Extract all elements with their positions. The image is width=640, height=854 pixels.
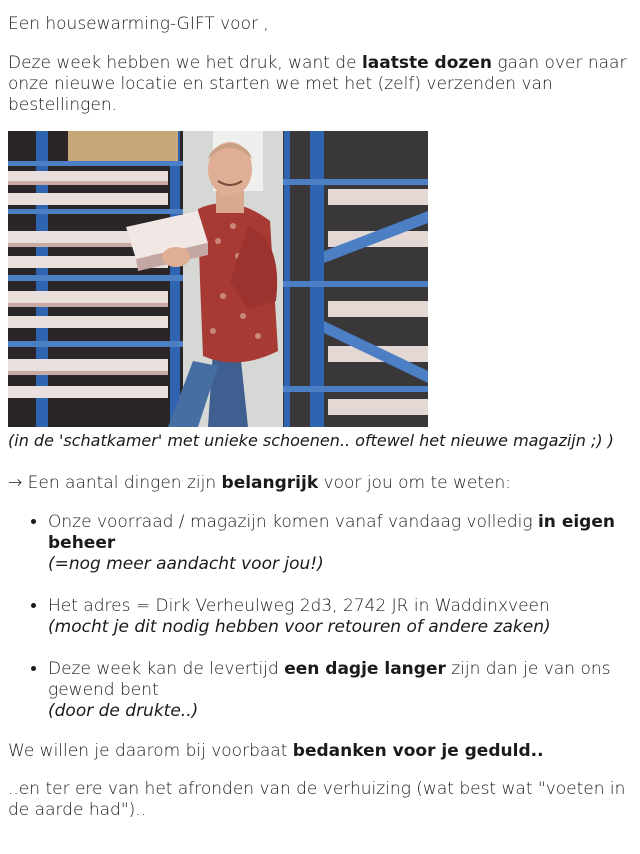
point-bold: een dagje langer xyxy=(284,659,446,679)
lead-text: → Een aantal dingen zijn xyxy=(8,473,222,493)
thanks-text: We willen je daarom bij voorbaat xyxy=(8,741,293,761)
intro-bold: laatste dozen xyxy=(361,53,492,73)
thanks-paragraph xyxy=(8,741,632,762)
intro-paragraph xyxy=(8,53,632,116)
closing-paragraph: ..en ter ere van het afronden van de verhuizing (wat best wat "voeten in de aarde had").. xyxy=(8,779,626,820)
lead-bold: belangrijk xyxy=(221,473,319,493)
thanks-bold: bedanken voor je geduld.. xyxy=(292,741,544,761)
point-note: (=nog meer aandacht voor jou!) xyxy=(48,554,324,574)
warehouse-photo xyxy=(8,131,428,427)
intro-text: Deze week hebben we het druk, want de xyxy=(8,53,362,73)
important-intro xyxy=(8,473,632,494)
point-note: (door de drukte..) xyxy=(48,701,199,721)
point-note: (mocht je dit nodig hebben voor retouren of andere zaken) xyxy=(48,617,551,637)
point-bold: in eigen beheer xyxy=(48,512,615,553)
list-item xyxy=(48,659,632,722)
point-text: Het adres = Dirk Verheulweg 2d3, 2742 JR in Waddinxveen xyxy=(48,596,550,616)
point-text: Onze voorraad / magazijn komen vanaf vandaag volledig xyxy=(48,512,538,532)
point-text: Deze week kan de levertijd xyxy=(48,659,285,679)
greeting: Een housewarming-GIFT voor , xyxy=(8,14,269,34)
point-text-end: zijn dan je van ons gewend bent xyxy=(48,659,611,700)
list-item xyxy=(48,512,632,575)
lead-text-end: voor jou om te weten: xyxy=(318,473,511,493)
intro-text-end: gaan over naar onze nieuwe locatie en starten we met het (zelf) verzenden van bestellingen. xyxy=(8,53,627,115)
photo-caption: (in de 'schatkamer' met unieke schoenen.. oftewel het nieuwe magazijn ;) ) xyxy=(8,431,614,450)
important-points-list xyxy=(8,512,632,722)
list-item xyxy=(48,596,632,638)
